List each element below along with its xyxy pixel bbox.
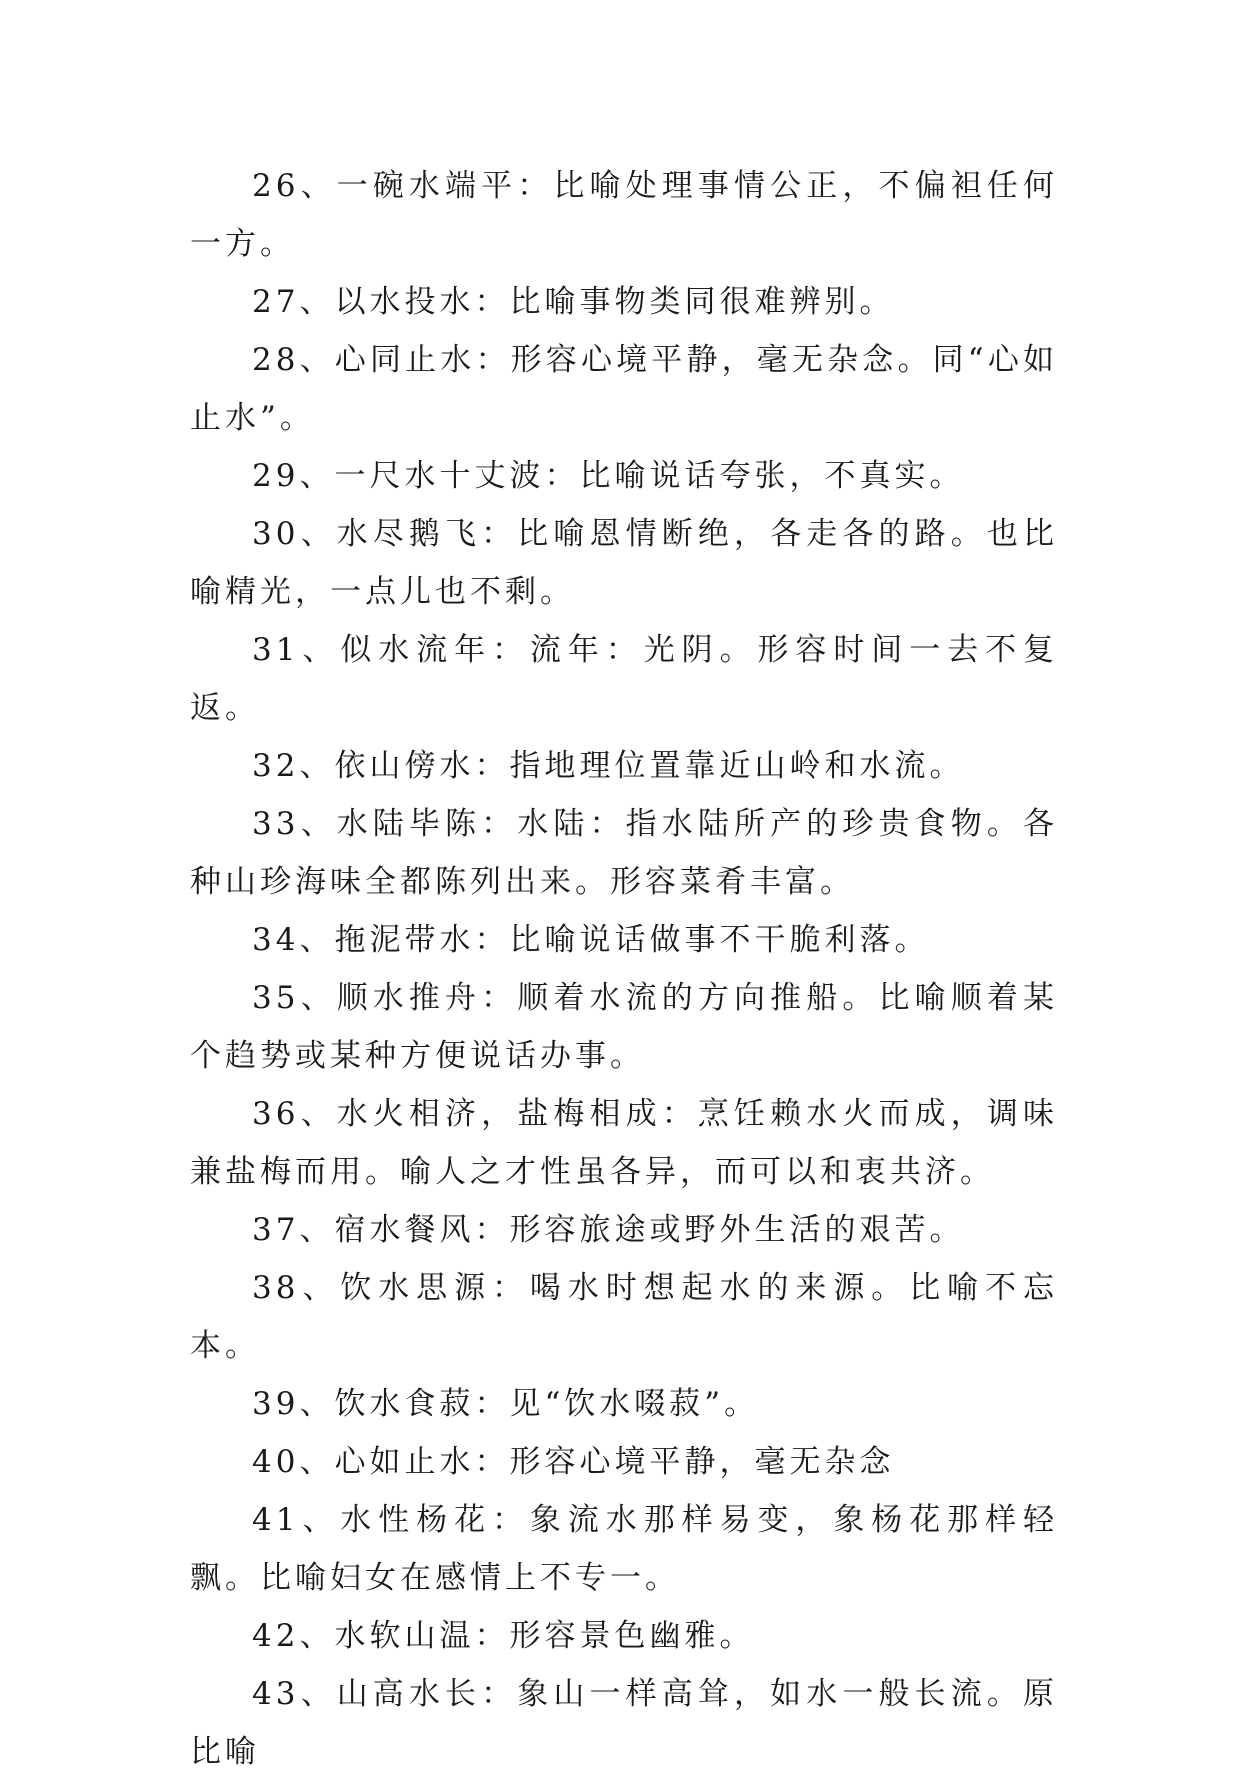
paragraph-38: 38、饮水思源：喝水时想起水的来源。比喻不忘本。: [190, 1270, 1058, 1364]
document-body: [190, 157, 1058, 1781]
paragraph-27: 27、以水投水：比喻事物类同很难辨别。: [252, 284, 895, 320]
paragraph-31: 31、似水流年：流年：光阴。形容时间一去不复返。: [190, 632, 1058, 726]
paragraph-33: 33、水陆毕陈：水陆：指水陆所产的珍贵食物。各种山珍海味全都陈列出来。形容菜肴丰富。: [190, 806, 1058, 900]
paragraph-32: 32、依山傍水：指地理位置靠近山岭和水流。: [252, 748, 965, 784]
paragraph-29: 29、一尺水十丈波：比喻说话夸张，不真实。: [252, 458, 965, 494]
paragraph-39: 39、饮水食菽：见“饮水啜菽”。: [252, 1386, 760, 1422]
paragraph-26: 26、一碗水端平：比喻处理事情公正，不偏袒任何一方。: [190, 168, 1058, 262]
paragraph-37: 37、宿水餐风：形容旅途或野外生活的艰苦。: [252, 1212, 965, 1248]
paragraph-28: 28、心同止水：形容心境平静，毫无杂念。同“心如止水”。: [190, 342, 1058, 436]
paragraph-42: 42、水软山温：形容景色幽雅。: [252, 1618, 755, 1654]
paragraph-41: 41、水性杨花：象流水那样易变，象杨花那样轻飘。比喻妇女在感情上不专一。: [190, 1502, 1058, 1596]
paragraph-35: 35、顺水推舟：顺着水流的方向推船。比喻顺着某个趋势或某种方便说话办事。: [190, 980, 1058, 1074]
paragraph-36: 36、水火相济，盐梅相成：烹饪赖水火而成，调味兼盐梅而用。喻人之才性虽各异，而可以和衷共济。: [190, 1096, 1058, 1190]
paragraph-34: 34、拖泥带水：比喻说话做事不干脆利落。: [252, 922, 930, 958]
paragraph-40: 40、心如止水：形容心境平静，毫无杂念: [252, 1444, 895, 1480]
paragraph-43: 43、山高水长：象山一样高耸，如水一般长流。原比喻: [190, 1676, 1058, 1770]
paragraph-30: 30、水尽鹅飞：比喻恩情断绝，各走各的路。也比喻精光，一点儿也不剩。: [190, 516, 1058, 610]
